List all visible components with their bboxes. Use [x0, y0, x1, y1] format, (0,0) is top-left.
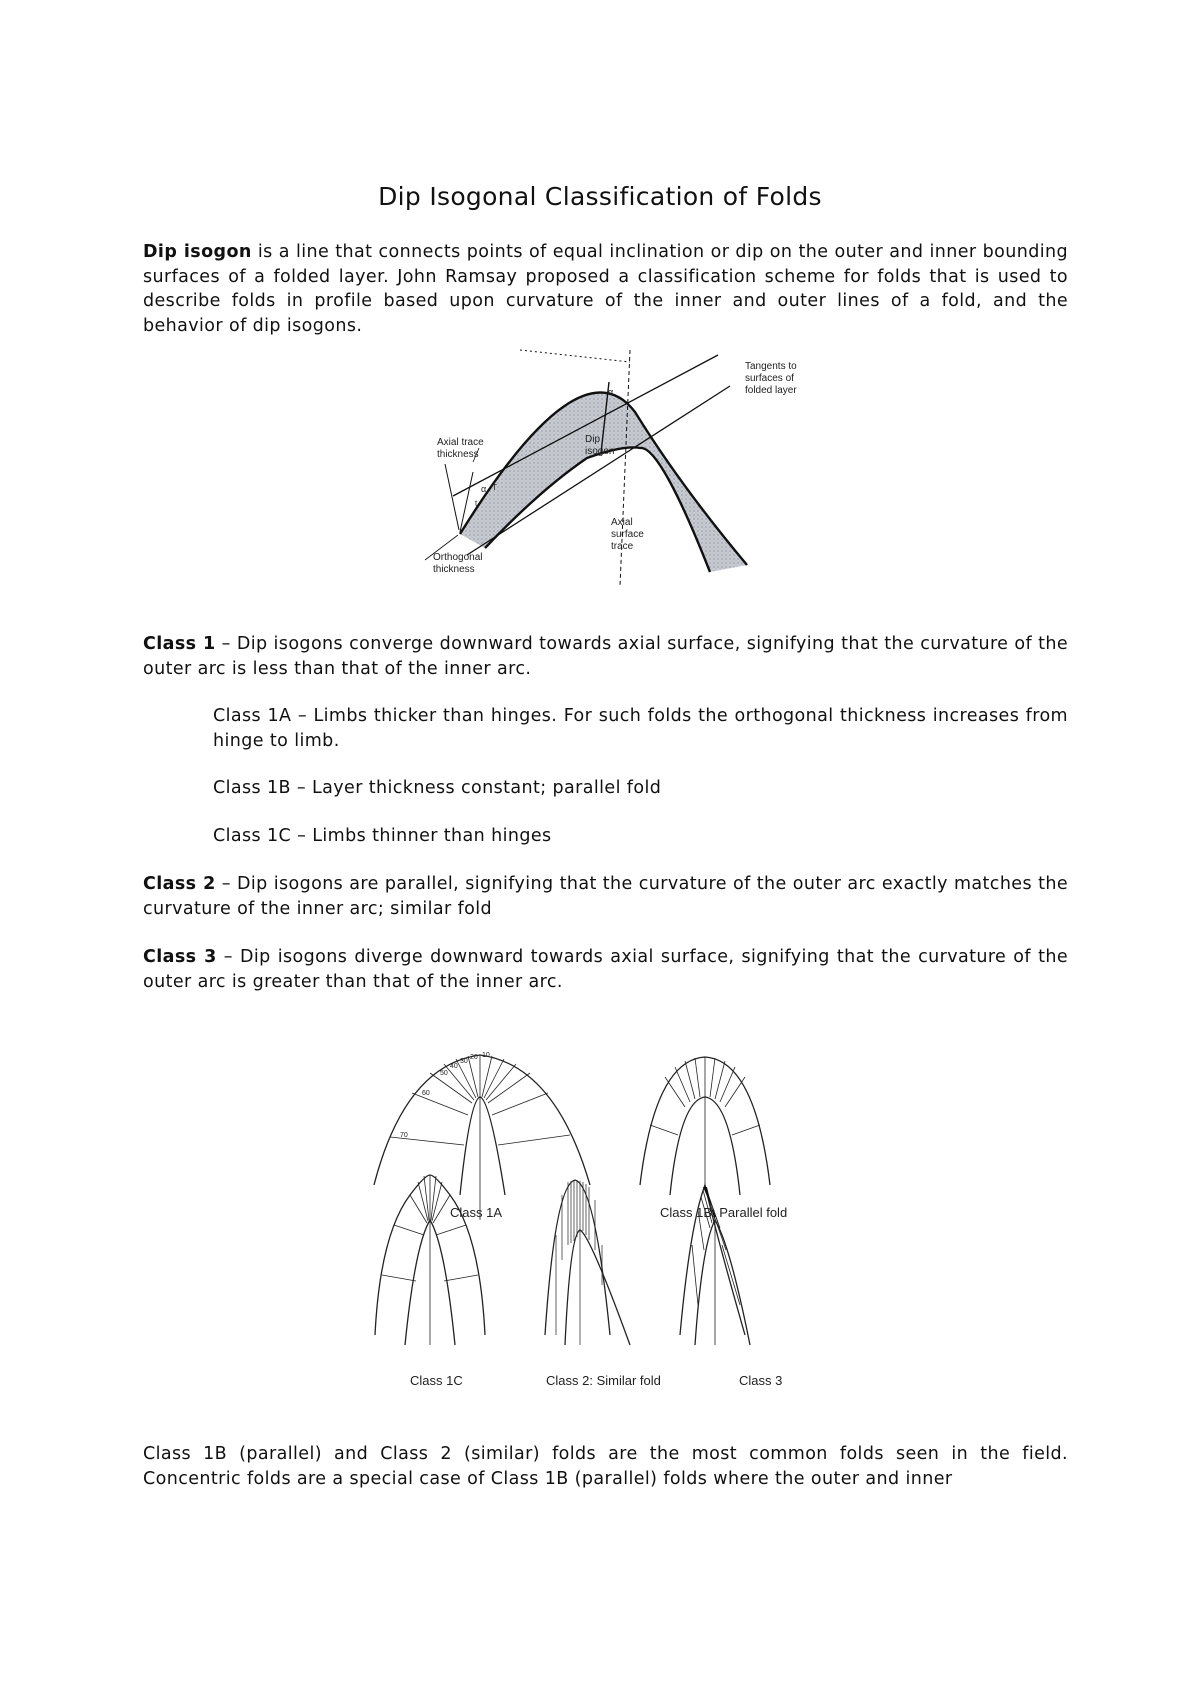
class-2-diagram [545, 1180, 630, 1345]
angle-label-70: 70 [400, 1132, 408, 1139]
dip-isogon-label-2: isogon [585, 446, 615, 457]
class-1a-outer-arc [374, 1055, 590, 1185]
class2-term: Class 2 [143, 874, 216, 894]
orthogonal-label-1: Orthogonal [433, 552, 483, 563]
dip-isogon-label-1: Dip [585, 434, 601, 445]
class3-term: Class 3 [143, 947, 217, 967]
t-label: t [475, 499, 478, 508]
class3-text: – Dip isogons diverge downward towards axial surface, signifying that the curvature of the outer arc is greater than that of the inner arc. [143, 947, 1068, 992]
angle-label-50: 50 [440, 1070, 448, 1077]
caption-class-1b: Class 1B: Parallel fold [660, 1205, 788, 1220]
axial-trace-label-2: thickness [437, 449, 479, 460]
tangents-label-2: surfaces of [745, 373, 794, 384]
class-1c-isogons [382, 1175, 478, 1345]
class1-paragraph [143, 632, 1068, 681]
intro-paragraph [143, 240, 1068, 338]
axial-trace-label-1: Axial trace [437, 437, 484, 448]
angle-label-20: 20 [470, 1054, 478, 1061]
axial-surface-label-1: Axial [611, 517, 633, 528]
alpha-label-1: α [608, 387, 614, 397]
class-1a-inner-arc [460, 1097, 505, 1195]
class-1c-diagram [375, 1175, 485, 1345]
class-1a-isogons [390, 1055, 570, 1220]
dip-isogon-figure [425, 350, 797, 586]
angle-label-60: 60 [422, 1090, 430, 1097]
class3-paragraph [143, 945, 1068, 994]
caption-class-2: Class 2: Similar fold [546, 1373, 661, 1388]
folded-layer [460, 393, 747, 572]
class1-text: – Dip isogons converge downward towards axial surface, signifying that the curvature of the outer arc is less than that of the inner arc. [143, 634, 1068, 679]
class1c-paragraph: Class 1C – Limbs thinner than hinges [213, 826, 552, 846]
class-1a-diagram [374, 1052, 590, 1220]
fold-classes-figure [370, 1045, 830, 1390]
axial-surface-label-3: trace [611, 541, 634, 552]
tangents-label-1: Tangents to [745, 361, 797, 372]
intro-term: Dip isogon [143, 242, 252, 262]
tangents-label-3: folded layer [745, 385, 797, 396]
class2-paragraph [143, 872, 1068, 921]
class-3-inner-arc [695, 1220, 750, 1345]
class1a-paragraph: Class 1A – Limbs thicker than hinges. For such folds the orthogonal thickness increases from hinge to limb. [213, 706, 1068, 751]
page-title: Dip Isogonal Classification of Folds [378, 182, 822, 211]
angle-label-10: 10 [482, 1052, 490, 1059]
T-label: T [492, 483, 497, 492]
class-2-outer-arc [545, 1180, 610, 1335]
class-2-inner-arc [565, 1230, 630, 1345]
caption-class-1a: Class 1A [450, 1205, 503, 1220]
caption-class-1c: Class 1C [410, 1373, 463, 1388]
axial-surface-label-2: surface [611, 529, 644, 540]
class-1b-diagram [640, 1057, 770, 1195]
horizontal-reference [520, 350, 630, 362]
class2-text: – Dip isogons are parallel, signifying that the curvature of the outer arc exactly matches the curvature of the inner arc; similar fold [143, 874, 1068, 919]
intro-text: is a line that connects points of equal inclination or dip on the outer and inner bounding surfaces of a folded layer. John Ramsay proposed a classification scheme for folds that is used to describe folds in profile based upon curvature of the inner and outer lines of a fold, and the behavior of dip isogons. [143, 242, 1068, 336]
class1-term: Class 1 [143, 634, 216, 654]
alpha-label-2: α [481, 484, 487, 494]
caption-class-3: Class 3 [739, 1373, 783, 1388]
class1b-paragraph: Class 1B – Layer thickness constant; parallel fold [213, 778, 662, 798]
class-1b-isogons [650, 1057, 760, 1185]
orthogonal-label-2: thickness [433, 564, 475, 575]
orthogonal-thickness-arrow [445, 464, 459, 530]
angle-label-30: 30 [460, 1058, 468, 1065]
class-2-isogons [556, 1180, 602, 1345]
angle-label-40: 40 [450, 1063, 458, 1070]
closing-paragraph: Class 1B (parallel) and Class 2 (similar) folds are the most common folds seen in the field. Concentric folds are a special case of Class 1B (parallel) folds where the outer and inner [143, 1444, 1068, 1489]
